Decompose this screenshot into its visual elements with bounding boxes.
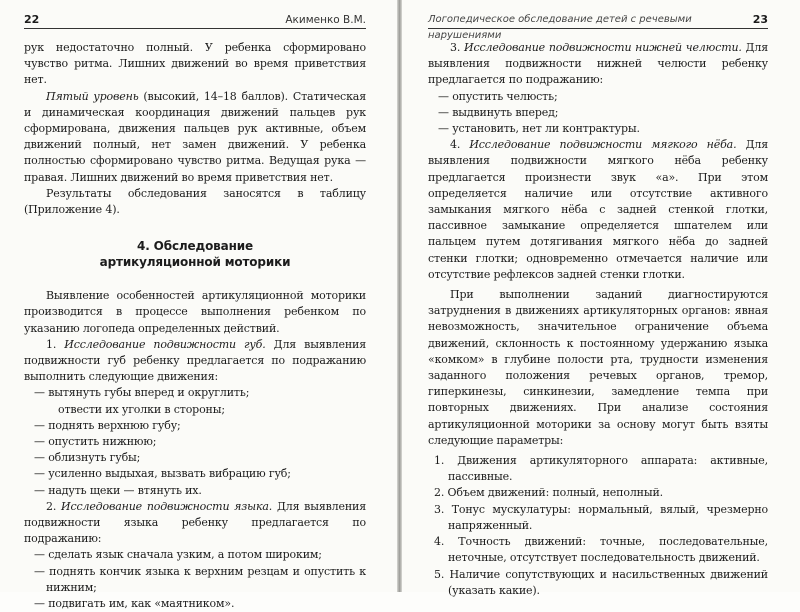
page-number-left: 22	[24, 13, 40, 26]
paragraph-text: Для выявления подвижности нижней челюсти ребенку предлагается по подражанию:	[428, 41, 768, 87]
section-heading	[24, 238, 366, 270]
list-item: — опустить нижнюю;	[34, 435, 157, 449]
left-page-header	[24, 12, 366, 29]
list-item: 4. Точность движений: точные, последовательные, неточные, отсутствует последовательность движений.	[434, 535, 768, 565]
left-page-body	[24, 40, 366, 612]
paragraph	[428, 40, 768, 89]
paragraph-text: Для выявления подвижности мягкого нёба ребенку предлагается произнести звук «а». При этом определяется наличие или отсутствие активного замыкания мягкого нёба с задней стенкой глотки, пассивное замыкание определяется шпателем или пальцем путем дотягивания мягкого нёба до задней стенки глотки; одновременно отмечается наличие или отсутствие рефлексов задней стенки глотки.	[428, 138, 768, 281]
list-item: отвести их уголки в стороны;	[58, 402, 225, 416]
list-item: 2. Объем движений: полный, неполный.	[434, 486, 663, 500]
paragraph-text: (высокий, 14–18 баллов). Статическая и динамическая координация движений пальцев рук сформирована, движения пальцев рук активные, объем движений полный, нет замен движений. У ребенка полностью сформировано чувство ритма. Ведущая рука — правая. Лишних движений во время приветствия нет.	[24, 89, 366, 184]
item-number: 4.	[450, 138, 470, 152]
item-number: 2.	[46, 499, 61, 513]
list-item: — облизнуть губы;	[34, 451, 141, 465]
list-item: 5. Наличие сопутствующих и насильственных движений (указать какие).	[434, 567, 768, 597]
section-heading-line: 4. Обследование	[137, 239, 253, 254]
list-item: — сделать язык сначала узким, а потом широким;	[34, 548, 322, 562]
paragraph: При выполнении заданий диагностируются затруднения в движениях артикуляторных органов: явная невозможность, значительное ограничение объема движений, склонность к постоянному удержанию языка «комком» в глубине полости рта, трудности изменения заданного положения речевых органов, тремор, гиперкинезы, синкинезии, замедление темпа при повторных движениях. При анализе состояния артикуляционной моторики за основу могут быть взяты следующие параметры:	[428, 288, 768, 447]
item-title: Исследование подвижности нижней челюсти.	[464, 41, 742, 54]
list-item: — выдвинуть вперед;	[438, 105, 559, 119]
item-title: Исследование подвижности губ.	[64, 337, 266, 351]
list-item: — поднять кончик языка к верхним резцам и опустить к нижним;	[34, 564, 366, 594]
list-item: — опустить челюсть;	[438, 89, 558, 103]
list-item: — установить, нет ли контрактуры.	[438, 122, 640, 136]
section-heading-line: артикуляционной моторики	[99, 255, 291, 270]
paragraph	[24, 499, 366, 548]
paragraph: Результаты обследования заносятся в таблицу (Приложение 4).	[24, 186, 366, 217]
list-item: — усиленно выдыхая, вызвать вибрацию губ;	[34, 467, 291, 481]
right-page	[402, 0, 800, 597]
level-title: Пятый уровень	[46, 89, 139, 103]
list-item: — вытянуть губы вперед и округлить;	[34, 386, 250, 400]
item-number: 1.	[46, 337, 65, 351]
paragraph: рук недостаточно полный. У ребенка сформировано чувство ритма. Лишних движений во время приветствия нет.	[24, 41, 366, 87]
list-item: — поднять верхнюю губу;	[34, 418, 181, 432]
paragraph: Выявление особенностей артикуляционной моторики производится в процессе выполнения ребенком по указанию логопеда определенных действий.	[24, 289, 366, 335]
list-item: 3. Тонус мускулатуры: нормальный, вялый, чрезмерно напряженный.	[434, 502, 768, 532]
left-page	[0, 0, 397, 611]
right-page-body	[428, 40, 768, 599]
paragraph-text: Для выявления подвижности языка ребенку предлагается по подражанию:	[24, 499, 366, 546]
item-title: Исследование подвижности языка.	[61, 499, 273, 513]
running-head-right: Логопедическое обследование детей с речевыми нарушениями	[428, 14, 692, 41]
list-item: — подвигать им, как «маятником».	[34, 597, 235, 611]
paragraph	[428, 137, 768, 283]
page-number-right: 23	[752, 13, 768, 26]
item-title: Исследование подвижности мягкого нёба.	[469, 138, 737, 152]
paragraph-text: Для выявления подвижности губ ребенку предлагается по подражанию выполнить следующие движения:	[24, 337, 366, 384]
list-item: — надуть щеки — втянуть их.	[34, 483, 202, 497]
running-head-left: Акименко В.М.	[285, 14, 366, 26]
right-page-header	[428, 12, 768, 41]
item-number: 3.	[450, 41, 464, 54]
list-item: 1. Движения артикуляторного аппарата: активные, пассивные.	[434, 454, 768, 484]
paragraph	[24, 89, 366, 186]
paragraph	[24, 337, 366, 386]
